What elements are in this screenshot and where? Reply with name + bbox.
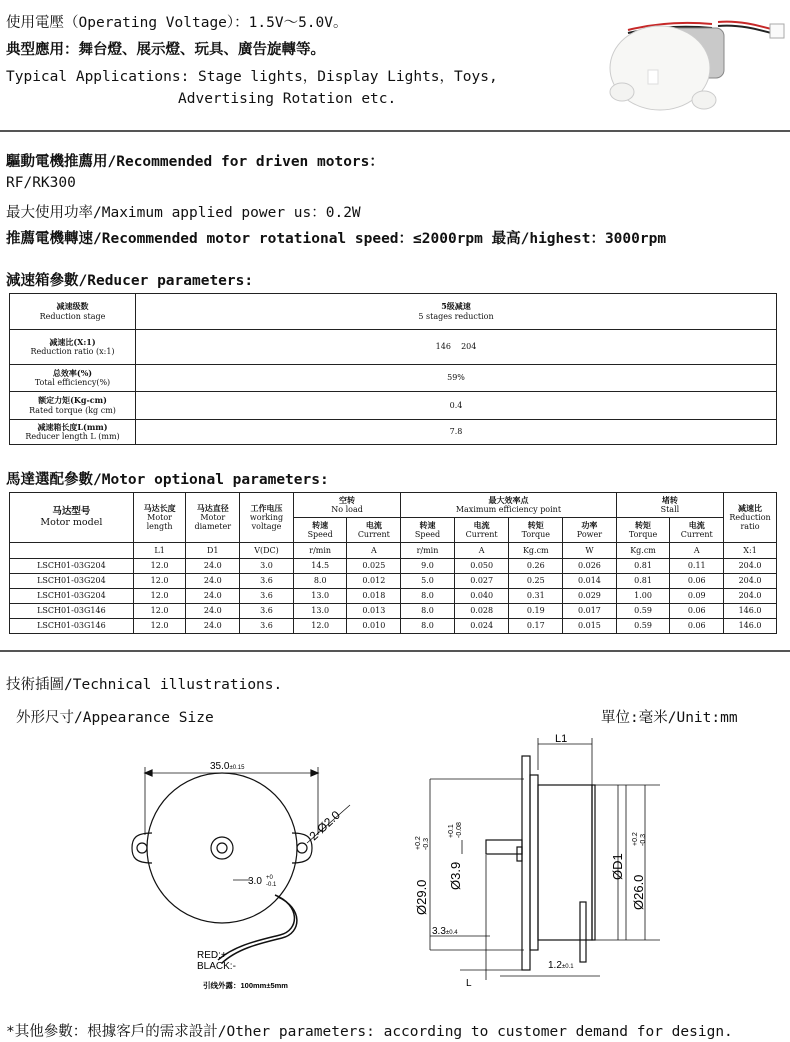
- shaft-boss: [211, 837, 233, 859]
- table-cell: 3.0: [240, 559, 294, 574]
- dim-29-label: Ø29.0: [414, 879, 429, 915]
- header-torque-zh: 转矩: [635, 519, 652, 530]
- cell-value: 7.8: [136, 420, 777, 445]
- table-cell: 0.06: [670, 604, 724, 619]
- header-current-zh: 电流: [473, 519, 490, 530]
- header-maxeff-en: Maximum efficiency point: [455, 505, 562, 514]
- header-diameter-en-2: diameter: [194, 522, 232, 532]
- motor-table: [9, 492, 777, 634]
- appearance-size: 外形尺寸/Appearance Size: [16, 710, 214, 726]
- product-photo: [600, 0, 790, 120]
- table-cell: 0.09: [670, 589, 724, 604]
- motor-can: [538, 785, 592, 940]
- header-ratio-en-2: ratio: [740, 522, 760, 532]
- cell-label-zh: 额定力矩(Kg-cm): [38, 395, 107, 406]
- table-cell: 0.06: [670, 619, 724, 634]
- mount-ear-right: [292, 833, 312, 863]
- table-cell: 204.0: [724, 559, 777, 574]
- unit-cell: X:1: [724, 543, 777, 559]
- cell-value: 0.4: [136, 392, 777, 420]
- mount-hole-left: [137, 843, 147, 853]
- unit-cell: r/min: [293, 543, 347, 559]
- dim-35-label: 35.0±0.15: [210, 761, 245, 772]
- header-speed-en: Speed: [307, 530, 333, 539]
- header-current-zh: 电流: [365, 519, 382, 530]
- table-row: [10, 604, 777, 619]
- gearbox-housing: [522, 756, 530, 970]
- table-cell: 204.0: [724, 574, 777, 589]
- table-cell: 3.6: [240, 574, 294, 589]
- table-cell: 0.31: [509, 589, 563, 604]
- table-cell: 0.028: [454, 604, 509, 619]
- header-power-en: Power: [576, 530, 603, 539]
- table-cell: 12.0: [133, 619, 186, 634]
- header-current-en: Current: [357, 530, 390, 539]
- table-cell: 0.17: [509, 619, 563, 634]
- unit-label: 單位:毫米/Unit:mm: [601, 710, 738, 726]
- cell-value-zh: 5级减速: [441, 301, 471, 312]
- table-cell: 0.06: [670, 574, 724, 589]
- table-cell: 8.0: [401, 604, 455, 619]
- dim-39-label: Ø3.9: [448, 861, 463, 890]
- dim-33-label: 3.3±0.4: [432, 926, 458, 937]
- table-cell: 1.00: [616, 589, 670, 604]
- black-wire-label: BLACK:-: [197, 961, 236, 972]
- l-label: L: [466, 978, 472, 989]
- header-current-en: Current: [465, 530, 498, 539]
- table-row: [10, 619, 777, 634]
- table-cell: 8.0: [401, 619, 455, 634]
- typical-apps-en-2: Advertising Rotation etc.: [178, 91, 397, 107]
- unit-cell: W: [563, 543, 617, 559]
- header-diameter-en: Motor: [200, 512, 226, 522]
- table-row: [10, 365, 777, 392]
- reducer-table: [9, 293, 777, 445]
- motor-model-cell: LSCH01-03G204: [10, 574, 134, 589]
- cell-label-zh: 总效率(%): [52, 367, 93, 378]
- header-torque-zh: 转矩: [527, 519, 544, 530]
- table-cell: 3.6: [240, 619, 294, 634]
- table-cell: 0.026: [563, 559, 617, 574]
- table-cell: 0.025: [347, 559, 401, 574]
- typical-apps-en: Typical Applications: Stage lights，Display Lights，Toys,: [6, 69, 498, 85]
- cell-label-zh: 减速箱长度L(mm): [37, 421, 108, 432]
- table-row: [10, 420, 777, 445]
- table-cell: 146.0: [724, 604, 777, 619]
- table-row: [10, 330, 777, 365]
- front-view-drawing: [100, 755, 380, 1000]
- other-parameters-note: *其他參數：根據客戶的需求設計/Other parameters: according to customer demand for design.: [6, 1024, 733, 1040]
- header-torque-en: Torque: [521, 530, 550, 539]
- table-cell: 12.0: [293, 619, 347, 634]
- hole-dim-label: 2-Ø2.0: [306, 807, 343, 844]
- header-speed-en: Speed: [414, 530, 441, 539]
- header-noload-zh: 空转: [339, 494, 356, 505]
- header-current-zh: 电流: [688, 519, 705, 530]
- header-noload-en: No load: [331, 505, 363, 514]
- mount-hole-right: [297, 843, 307, 853]
- table-cell: 0.015: [563, 619, 617, 634]
- table-cell: 24.0: [186, 574, 240, 589]
- table-cell: 0.024: [454, 619, 509, 634]
- table-cell: 24.0: [186, 559, 240, 574]
- table-cell: 13.0: [293, 589, 347, 604]
- table-cell: 0.59: [616, 604, 670, 619]
- table-cell: 12.0: [133, 559, 186, 574]
- table-cell: 146.0: [724, 619, 777, 634]
- header-model-zh: 马达型号: [52, 505, 91, 517]
- header-torque-en: Torque: [628, 530, 658, 539]
- unit-cell: A: [347, 543, 401, 559]
- operating-voltage: 使用電壓（Operating Voltage）：1.5V～5.0V。: [6, 15, 348, 31]
- dim-26-tol-up: +0.2: [632, 832, 639, 846]
- unit-cell: Kg.cm: [616, 543, 670, 559]
- cell-label-en: Rated torque (kg cm): [29, 405, 116, 415]
- table-cell: 0.26: [509, 559, 563, 574]
- table-cell: 3.6: [240, 589, 294, 604]
- lead-wire: [218, 895, 294, 960]
- table-cell: 3.6: [240, 604, 294, 619]
- table-row: [10, 392, 777, 420]
- motor-model-cell: LSCH01-03G204: [10, 589, 134, 604]
- dim-29-tol-dn: -0.3: [423, 837, 430, 850]
- table-cell: 0.010: [347, 619, 401, 634]
- header-length-en-2: length: [146, 522, 173, 532]
- terminal: [580, 902, 586, 962]
- unit-cell: D1: [186, 543, 240, 559]
- header-stall-zh: 堵转: [661, 494, 678, 505]
- section-divider-1: [0, 130, 790, 132]
- table-cell: 12.0: [133, 574, 186, 589]
- driven-speed: 推薦電機轉速/Recommended motor rotational speed：≤2000rpm 最高/highest：3000rpm: [6, 231, 667, 247]
- reducer-title: 減速箱參數/Reducer parameters:: [6, 273, 254, 289]
- lead-length-label: 引线外露：100mm±5mm: [203, 981, 288, 990]
- section-divider-2: [0, 650, 790, 652]
- table-cell: 12.0: [133, 604, 186, 619]
- header-length-en: Motor: [147, 512, 173, 522]
- header-power-zh: 功率: [581, 519, 598, 530]
- header-maxeff-zh: 最大效率点: [488, 494, 529, 505]
- table-cell: 8.0: [401, 589, 455, 604]
- cell-label-zh: 减速比(X:1): [49, 336, 96, 347]
- unit-cell: r/min: [401, 543, 455, 559]
- table-cell: 12.0: [133, 589, 186, 604]
- table-cell: 8.0: [293, 574, 347, 589]
- table-cell: 0.25: [509, 574, 563, 589]
- table-row: [10, 559, 777, 574]
- cell-label-en: Reduction stage: [39, 311, 106, 321]
- header-speed-zh: 转速: [419, 519, 436, 530]
- driven-power: 最大使用功率/Maximum applied power us：0.2W: [6, 205, 361, 221]
- table-cell: 9.0: [401, 559, 455, 574]
- motor-model-cell: LSCH01-03G146: [10, 604, 134, 619]
- table-cell: 0.012: [347, 574, 401, 589]
- cell-label-en: Reduction ratio (x:1): [30, 347, 115, 356]
- dim-39-tol-dn: -0.08: [456, 822, 463, 838]
- cell-label-en: Reducer length L (mm): [25, 432, 120, 441]
- shaft-tol-up: +0: [266, 875, 273, 881]
- table-cell: 204.0: [724, 589, 777, 604]
- table-cell: 0.19: [509, 604, 563, 619]
- table-cell: 13.0: [293, 604, 347, 619]
- unit-cell: L1: [133, 543, 186, 559]
- cell-value: 146 204: [136, 330, 777, 365]
- header-stall-en: Stall: [660, 505, 680, 514]
- motor-body-outline: [147, 773, 297, 923]
- table-row: [10, 589, 777, 604]
- table-cell: 0.013: [347, 604, 401, 619]
- header-ratio-zh: 减速比: [738, 502, 763, 513]
- dim-12-label: 1.2±0.1: [548, 960, 574, 971]
- shaft-dim-label: 3.0: [248, 876, 262, 887]
- mount-ear-left: [132, 833, 152, 863]
- table-units-row: [10, 543, 777, 559]
- unit-cell: A: [670, 543, 724, 559]
- header-voltage-en-2: voltage: [251, 522, 282, 532]
- table-cell: 0.018: [347, 589, 401, 604]
- dim-39-tol-up: +0.1: [448, 824, 455, 838]
- driven-title: 驅動電機推薦用/Recommended for driven motors：: [6, 154, 384, 170]
- gearbox-plate: [530, 775, 538, 950]
- driven-model: RF/RK300: [6, 175, 76, 191]
- l1-label: L1: [555, 733, 568, 745]
- table-cell: 0.027: [454, 574, 509, 589]
- table-cell: 0.81: [616, 559, 670, 574]
- table-cell: 24.0: [186, 619, 240, 634]
- table-cell: 24.0: [186, 604, 240, 619]
- table-cell: 24.0: [186, 589, 240, 604]
- table-cell: 0.11: [670, 559, 724, 574]
- motor-end-cap: [592, 785, 595, 940]
- header-length-zh: 马达长度: [143, 502, 176, 513]
- table-cell: 0.017: [563, 604, 617, 619]
- table-cell: 0.59: [616, 619, 670, 634]
- table-cell: 14.5: [293, 559, 347, 574]
- table-cell: 0.029: [563, 589, 617, 604]
- cell-value-en: 5 stages reduction: [418, 311, 494, 321]
- tech-title: 技術插圖/Technical illustrations.: [6, 677, 283, 693]
- shaft-hole: [217, 843, 227, 853]
- dim-26-tol-dn: -0.3: [640, 833, 647, 846]
- cell-value: 59%: [136, 365, 777, 392]
- cell-label-en: Total efficiency(%): [34, 378, 111, 387]
- unit-cell: V(DC): [240, 543, 294, 559]
- header-voltage-en: working: [249, 512, 284, 522]
- header-ratio-en: Reduction: [729, 512, 771, 522]
- unit-cell: Kg.cm: [509, 543, 563, 559]
- cell-label-zh: 减速级数: [56, 301, 89, 312]
- table-cell: 0.81: [616, 574, 670, 589]
- table-row: [10, 294, 777, 330]
- motor-model-cell: LSCH01-03G204: [10, 559, 134, 574]
- dim-d1-label: ØD1: [610, 853, 625, 880]
- motor-model-cell: LSCH01-03G146: [10, 619, 134, 634]
- shaft-tol-dn: -0.1: [266, 882, 277, 888]
- lead-wire: [222, 897, 297, 963]
- header-speed-zh: 转速: [312, 519, 329, 530]
- unit-cell: A: [454, 543, 509, 559]
- header-diameter-zh: 马达直径: [196, 502, 229, 513]
- header-model-en: Motor model: [40, 516, 103, 528]
- table-header-row: [10, 493, 777, 518]
- red-wire-label: RED:+: [197, 950, 227, 961]
- side-view-drawing: [400, 730, 700, 995]
- table-cell: 0.040: [454, 589, 509, 604]
- motor-title: 馬達選配參數/Motor optional parameters:: [6, 472, 329, 488]
- header-current-en: Current: [680, 530, 713, 539]
- table-cell: 0.014: [563, 574, 617, 589]
- table-row: [10, 574, 777, 589]
- table-cell: 5.0: [401, 574, 455, 589]
- dim-26-label: Ø26.0: [631, 874, 646, 910]
- table-cell: 0.050: [454, 559, 509, 574]
- typical-apps-zh: 典型應用：舞台燈、展示燈、玩具、廣告旋轉等。: [6, 42, 325, 58]
- header-voltage-zh: 工作电压: [250, 502, 283, 513]
- dim-29-tol-up: +0.2: [415, 836, 422, 850]
